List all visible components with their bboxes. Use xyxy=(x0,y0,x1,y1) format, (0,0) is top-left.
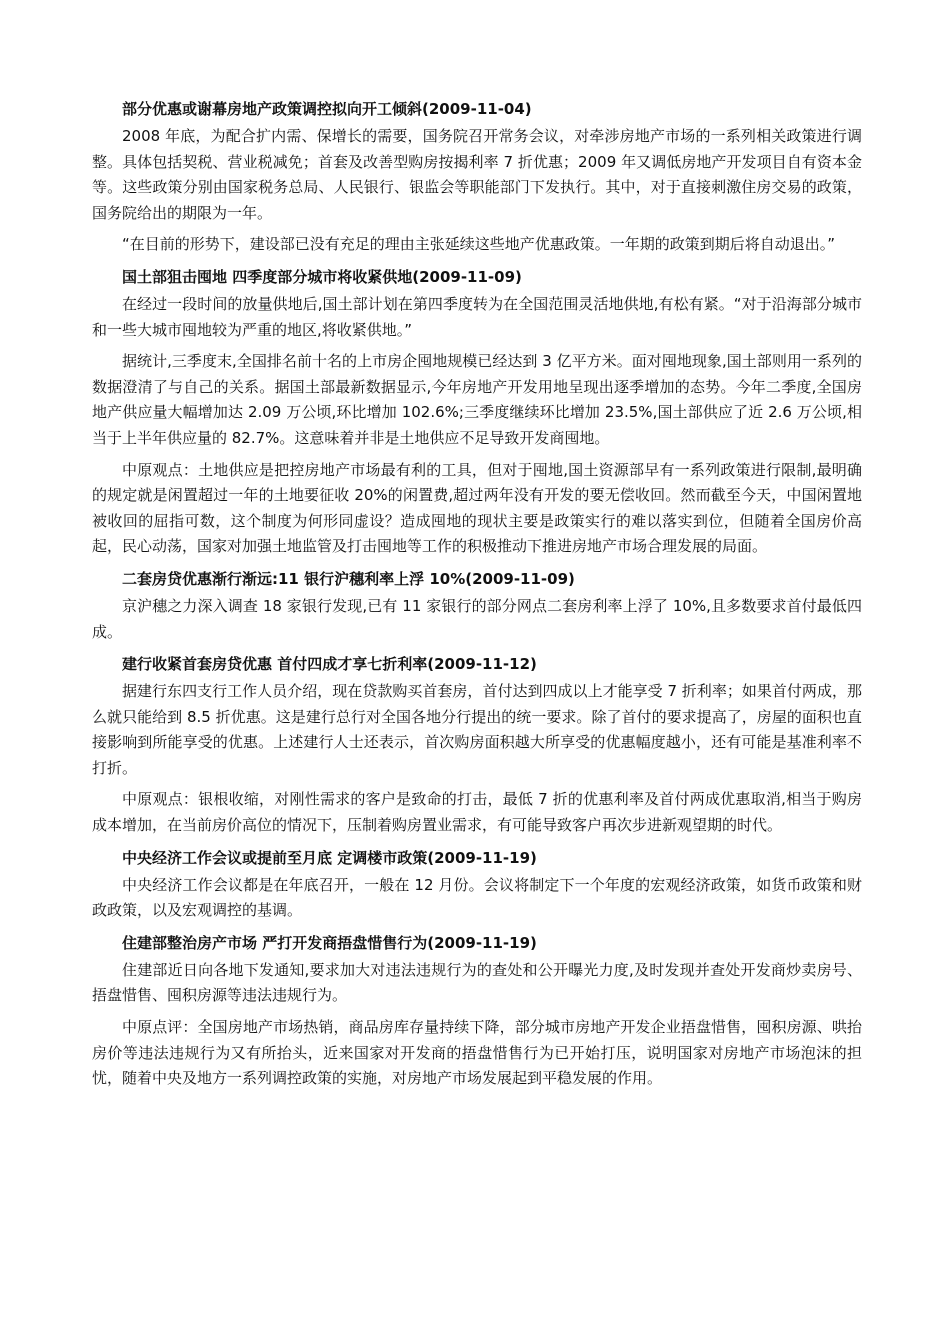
document-page xyxy=(92,96,862,1098)
news-paragraph: 在经过一段时间的放量供地后,国土部计划在第四季度转为在全国范围灵活地供地,有松有紧。“对于沿海部分城市和一些大城市囤地较为严重的地区,将收紧供地。” xyxy=(92,294,862,339)
news-item xyxy=(92,930,862,1092)
news-paragraph: 京沪穗之力深入调查 18 家银行发现,已有 11 家银行的部分网点二套房利率上浮了 10%,且多数要求首付最低四成。 xyxy=(92,596,862,641)
news-paragraph: “在目前的形势下，建设部已没有充足的理由主张延续这些地产优惠政策。一年期的政策到期后将自动退出。” xyxy=(122,235,836,254)
news-headline: 住建部整治房产市场 严打开发商捂盘惜售行为(2009-11-19) xyxy=(122,933,537,952)
news-paragraph: 住建部近日向各地下发通知,要求加大对违法违规行为的查处和公开曝光力度,及时发现并查处开发商炒卖房号、捂盘惜售、囤积房源等违法违规行为。 xyxy=(92,960,862,1005)
news-paragraph: 据统计,三季度末,全国排名前十名的上市房企囤地规模已经达到 3 亿平方米。面对囤地现象,国土部则用一系列的数据澄清了与自己的关系。据国土部最新数据显示,今年房地产开发用地呈现出逐季增加的态势。今年二季度,全国房地产供应量大幅增加达 2.09 万公顷,环比增加 102.6%;三季度继续环比增加 23.5%,国土部供应了近 2.6 万公顷,相当于上半年供应量的 82.7%。这意味着并非是土地供应不足导致开发商囤地。 xyxy=(92,352,862,447)
news-item xyxy=(92,264,862,560)
news-headline: 二套房贷优惠渐行渐远:11 银行沪穗利率上浮 10%(2009-11-09) xyxy=(122,569,575,588)
news-paragraph: 据建行东四支行工作人员介绍，现在贷款购买首套房，首付达到四成以上才能享受 7 折利率；如果首付两成，那么就只能给到 8.5 折优惠。这是建行总行对全国各地分行提出的统一要求。除了首付的要求提高了，房屋的面积也直接影响到所能享受的优惠。上述建行人士还表示，首次购房面积越大所享受的优惠幅度越小，还有可能是基准利率不打折。 xyxy=(92,682,862,777)
news-headline: 国土部狙击囤地 四季度部分城市将收紧供地(2009-11-09) xyxy=(122,267,522,286)
news-paragraph: 2008 年底，为配合扩内需、保增长的需要，国务院召开常务会议，对牵涉房地产市场的一系列相关政策进行调整。具体包括契税、营业税减免；首套及改善型购房按揭利率 7 折优惠；2009 年又调低房地产开发项目自有资本金等。这些政策分别由国家税务总局、人民银行、银监会等职能部门下发执行。其中，对于直接刺激住房交易的政策，国务院给出的期限为一年。 xyxy=(92,127,862,222)
news-item xyxy=(92,566,862,645)
commentary-paragraph: 中原点评：全国房地产市场热销，商品房库存量持续下降，部分城市房地产开发企业捂盘惜售，囤积房源、哄抬房价等违法违规行为又有所抬头，近来国家对开发商的捂盘惜售行为已开始打压，说明国家对房地产市场泡沫的担忧，随着中央及地方一系列调控政策的实施，对房地产市场发展起到平稳发展的作用。 xyxy=(92,1018,862,1088)
commentary-paragraph: 中原观点：土地供应是把控房地产市场最有利的工具，但对于囤地,国土资源部早有一系列政策进行限制,最明确的规定就是闲置超过一年的土地要征收 20%的闲置费,超过两年没有开发的要无偿收回。然而截至今天，中国闲置地被收回的屈指可数，这个制度为何形同虚设？造成囤地的现状主要是政策实行的难以落实到位，但随着全国房价高起，民心动荡，国家对加强土地监管及打击囤地等工作的积极推动下推进房地产市场合理发展的局面。 xyxy=(92,460,862,556)
news-headline: 部分优惠或谢幕房地产政策调控拟向开工倾斜(2009-11-04) xyxy=(122,100,532,118)
news-headline: 中央经济工作会议或提前至月底 定调楼市政策(2009-11-19) xyxy=(122,848,537,867)
news-paragraph: 中央经济工作会议都是在年底召开，一般在 12 月份。会议将制定下一个年度的宏观经济政策，如货币政策和财政政策，以及宏观调控的基调。 xyxy=(92,875,862,920)
news-item xyxy=(92,845,862,924)
news-item xyxy=(92,96,862,258)
commentary-paragraph: 中原观点：银根收缩，对刚性需求的客户是致命的打击，最低 7 折的优惠利率及首付两成优惠取消,相当于购房成本增加，在当前房价高位的情况下，压制着购房置业需求，有可能导致客户再次步进新观望期的时代。 xyxy=(92,790,862,835)
news-item xyxy=(92,651,862,839)
news-headline: 建行收紧首套房贷优惠 首付四成才享七折利率(2009-11-12) xyxy=(122,655,537,674)
